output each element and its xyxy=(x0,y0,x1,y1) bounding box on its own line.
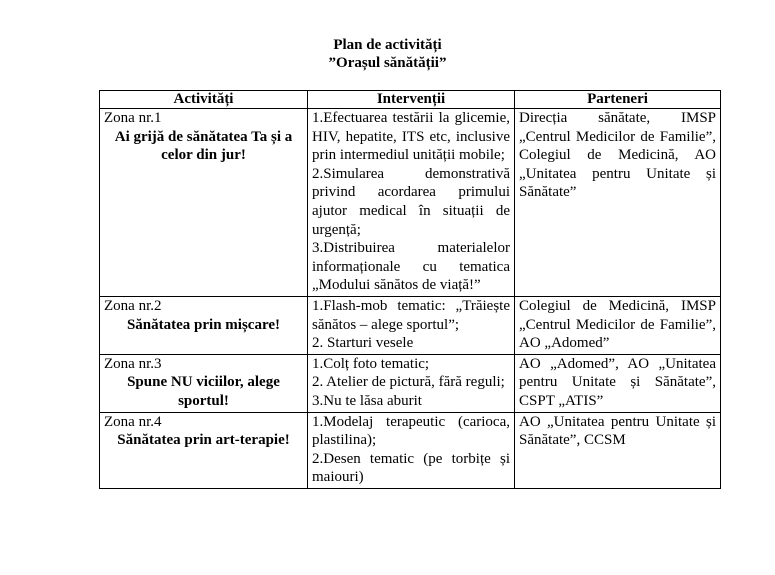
intervention-item: 2.Desen tematic (pe torbițe și maiouri) xyxy=(312,450,510,486)
interventions-cell xyxy=(308,109,515,297)
table-row xyxy=(100,412,721,488)
document-subtitle: ”Orașul sănătății” xyxy=(328,55,447,71)
table-row xyxy=(100,109,721,297)
partners-cell xyxy=(515,296,721,354)
partners-text: AO „Adomed”, AO „Unitatea pentru Unitate și Sănătate”, CSPT „ATIS” xyxy=(519,355,716,409)
intervention-item: 1.Flash-mob tematic: „Trăiește sănătos – alege sportul”; xyxy=(312,297,510,333)
zone-label: Zona nr.2 xyxy=(104,297,162,314)
zone-name: Sănătatea prin art-terapie! xyxy=(117,432,290,449)
interventions-cell xyxy=(308,412,515,488)
zone-name: Spune NU viciilor, alege sportul! xyxy=(127,374,280,409)
table-row xyxy=(100,354,721,412)
partners-text: AO „Unitatea pentru Unitate și Sănătate”, CCSM xyxy=(519,413,716,449)
partners-text: Direcția sănătate, IMSP „Centrul Medicilor de Familie”, Colegiul de Medicină, AO „Unitatea pentru Unitate și Sănătate” xyxy=(519,110,716,201)
intervention-item: 2. Atelier de pictură, fără reguli; xyxy=(312,374,505,391)
interventions-cell xyxy=(308,354,515,412)
partners-cell xyxy=(515,354,721,412)
intervention-item: 3.Distribuirea materialelor informaționale cu tematica „Modului sănătos de viață!” xyxy=(312,240,510,294)
intervention-item: 2. Starturi vesele xyxy=(312,335,414,352)
activity-plan-table xyxy=(99,90,721,489)
partners-cell xyxy=(515,109,721,297)
activity-cell xyxy=(100,109,308,297)
activity-cell xyxy=(100,296,308,354)
header-partners: Parteneri xyxy=(515,91,721,109)
zone-name: Sănătatea prin mișcare! xyxy=(126,316,281,333)
intervention-item: 2.Simularea demonstrativă privind acordarea primului ajutor medical în situații de urgență; xyxy=(312,165,510,238)
header-interventions: Intervenții xyxy=(308,91,515,109)
partners-text: Colegiul de Medicină, IMSP „Centrul Medicilor de Familie”, AO „Adomed” xyxy=(519,297,716,352)
zone-label: Zona nr.1 xyxy=(104,110,162,126)
zone-label: Zona nr.4 xyxy=(104,413,162,430)
interventions-cell xyxy=(308,296,515,354)
intervention-item: 3.Nu te lăsa aburit xyxy=(312,392,422,409)
table-header-row xyxy=(100,91,721,109)
activity-cell xyxy=(100,412,308,488)
zone-name: Ai grijă de sănătatea Ta și a celor din jur! xyxy=(114,128,293,164)
zone-label: Zona nr.3 xyxy=(104,355,162,372)
intervention-item: 1.Colț foto tematic; xyxy=(312,355,430,372)
header-activities: Activități xyxy=(100,91,308,109)
partners-cell xyxy=(515,412,721,488)
intervention-item: 1.Modelaj terapeutic (carioca, plastilina); xyxy=(312,413,510,449)
intervention-item: 1.Efectuarea testării la glicemie, HIV, hepatite, ITS etc, inclusive prin intermediul unității mobile; xyxy=(312,110,510,164)
document-title: Plan de activități xyxy=(333,37,442,53)
table-row xyxy=(100,296,721,354)
activity-cell xyxy=(100,354,308,412)
